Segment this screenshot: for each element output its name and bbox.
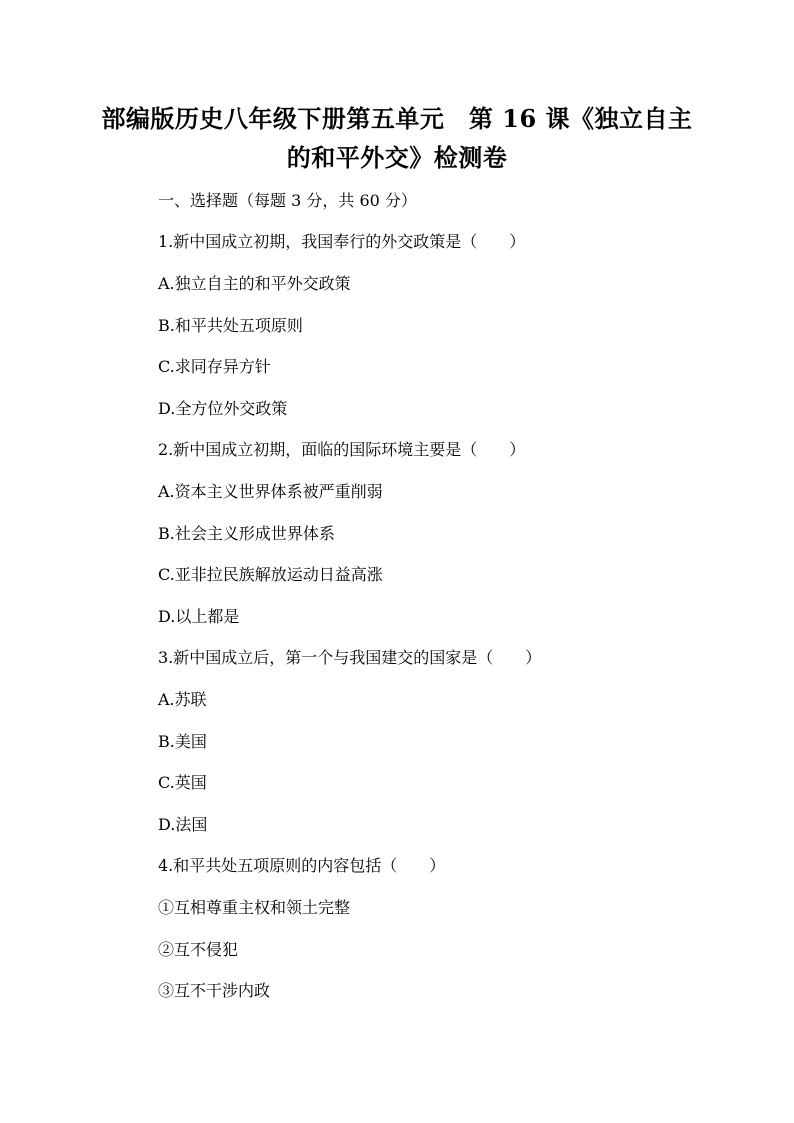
- question-2-option-d: D.以上都是: [158, 607, 240, 626]
- question-3-option-b: B.美国: [158, 732, 207, 751]
- question-3-option-c: C.英国: [158, 773, 207, 792]
- question-2-stem: 2.新中国成立初期，面临的国际环境主要是（ ）: [158, 440, 526, 459]
- question-4-item-3: ③互不干涉内政: [158, 981, 271, 1000]
- question-2-option-c: C.亚非拉民族解放运动日益高涨: [158, 565, 383, 584]
- question-1-stem: 1.新中国成立初期，我国奉行的外交政策是（ ）: [158, 232, 526, 251]
- question-2-option-b: B.社会主义形成世界体系: [158, 524, 335, 543]
- question-3-option-d: D.法国: [158, 815, 208, 834]
- question-1-option-b: B.和平共处五项原则: [158, 316, 303, 335]
- question-1-option-a: A.独立自主的和平外交政策: [158, 274, 351, 293]
- question-2-option-a: A.资本主义世界体系被严重削弱: [158, 482, 383, 501]
- document-title-line-2: 的和平外交》检测卷: [286, 143, 508, 172]
- section-heading: 一、选择题（每题 3 分，共 60 分）: [158, 191, 417, 210]
- question-4-item-2: ②互不侵犯: [158, 940, 239, 959]
- question-3-stem: 3.新中国成立后，第一个与我国建交的国家是（ ）: [158, 648, 542, 667]
- question-4-stem: 4.和平共处五项原则的内容包括（ ）: [158, 856, 446, 875]
- question-1-option-d: D.全方位外交政策: [158, 399, 288, 418]
- question-1-option-c: C.求同存异方针: [158, 357, 271, 376]
- question-4-item-1: ①互相尊重主权和领土完整: [158, 898, 351, 917]
- question-3-option-a: A.苏联: [158, 690, 207, 709]
- document-title-line-1: 部编版历史八年级下册第五单元 第 16 课《独立自主: [101, 104, 693, 133]
